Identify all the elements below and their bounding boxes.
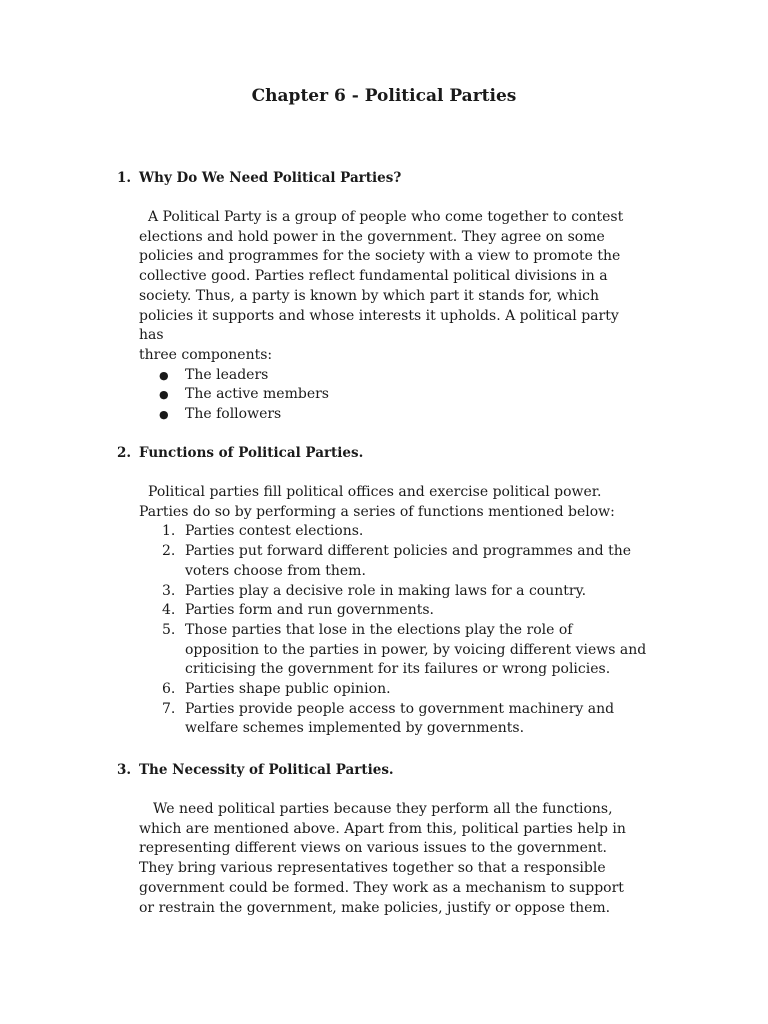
list-item-number: 2.: [162, 543, 176, 560]
list-item: [162, 621, 677, 680]
functions-list: [139, 522, 677, 739]
list-item-line: Parties form and run governments.: [185, 602, 434, 619]
page-title: Chapter 6 - Political Parties: [251, 86, 517, 106]
list-item-number: 5.: [162, 621, 176, 638]
list-item: [159, 405, 677, 425]
list-item-text: [185, 542, 677, 581]
section-number: 2.: [117, 445, 132, 461]
list-item: [162, 542, 677, 581]
paragraph: [139, 208, 677, 366]
list-item-text: The active members: [185, 386, 329, 403]
bullet-icon: ●: [159, 368, 169, 382]
bullet-icon: ●: [159, 388, 169, 402]
paragraph-line: government could be formed. They work as a mechanism to support: [139, 879, 624, 896]
list-item-line: criticising the government for its failures or wrong policies.: [185, 661, 611, 678]
list-item-text: [185, 522, 677, 542]
section-necessity: [117, 760, 677, 918]
list-item-text: [185, 582, 677, 602]
list-item-number: 7.: [162, 700, 176, 717]
list-item-text: [185, 680, 677, 700]
section-title: Why Do We Need Political Parties?: [139, 170, 402, 186]
section-heading: [117, 760, 677, 780]
bullet-icon: ●: [159, 408, 169, 422]
list-item: [159, 385, 677, 405]
paragraph: [139, 800, 677, 918]
paragraph-line: collective good. Parties reflect fundamental political divisions in a: [139, 268, 608, 285]
list-item-number: 1.: [162, 523, 176, 540]
list-item-number: 4.: [162, 602, 176, 619]
section-title: Functions of Political Parties.: [139, 445, 364, 461]
section-why-parties: [117, 168, 677, 425]
section-heading: [117, 443, 677, 463]
list-item-number: 3.: [162, 582, 176, 599]
paragraph-line: policies it supports and whose interests it upholds. A political party: [139, 307, 619, 324]
paragraph-line: A Political Party is a group of people who come together to contest: [148, 209, 624, 225]
list-item: [162, 582, 677, 602]
section-number: 1.: [117, 170, 132, 186]
list-item-number: 6.: [162, 681, 176, 698]
list-item-text: [185, 601, 677, 621]
list-item: [159, 366, 677, 386]
list-item: [162, 601, 677, 621]
section-body: [139, 208, 677, 425]
components-list: [139, 366, 677, 425]
list-item-line: welfare schemes implemented by governments.: [185, 720, 525, 737]
list-item-text: [185, 700, 677, 739]
paragraph-line: has: [139, 327, 164, 344]
list-item-line: Parties shape public opinion.: [185, 681, 391, 698]
list-item: [162, 522, 677, 542]
list-item: [162, 680, 677, 700]
paragraph-line: Political parties fill political offices and exercise political power.: [148, 484, 602, 500]
list-item-line: opposition to the parties in power, by voicing different views and: [185, 641, 647, 658]
section-functions: [117, 443, 677, 739]
list-item-line: Parties play a decisive role in making laws for a country.: [185, 582, 587, 599]
list-item-line: Parties provide people access to government machinery and: [185, 700, 615, 717]
list-item: [162, 700, 677, 739]
paragraph-line: We need political parties because they perform all the functions,: [153, 801, 613, 817]
list-item-text: The followers: [185, 406, 282, 423]
paragraph-line: They bring various representatives together so that a responsible: [139, 860, 606, 877]
paragraph-line: three components:: [139, 346, 273, 363]
paragraph-line: elections and hold power in the government. They agree on some: [139, 228, 605, 245]
paragraph-line: representing different views on various issues to the government.: [139, 840, 607, 857]
list-item-line: Those parties that lose in the elections play the role of: [185, 621, 573, 638]
paragraph-line: or restrain the government, make policies, justify or oppose them.: [139, 899, 611, 916]
section-body: [139, 483, 677, 739]
paragraph-line: which are mentioned above. Apart from this, political parties help in: [139, 820, 626, 837]
section-title: The Necessity of Political Parties.: [139, 762, 394, 778]
list-item-text: [185, 621, 677, 680]
paragraph-line: Parties do so by performing a series of functions mentioned below:: [139, 503, 615, 520]
section-number: 3.: [117, 762, 132, 778]
section-heading: [117, 168, 677, 188]
section-body: [139, 800, 677, 918]
list-item-line: voters choose from them.: [185, 562, 366, 579]
paragraph-line: society. Thus, a party is known by which part it stands for, which: [139, 287, 600, 304]
paragraph-line: policies and programmes for the society with a view to promote the: [139, 248, 621, 265]
paragraph: [139, 483, 677, 522]
list-item-line: Parties put forward different policies and programmes and the: [185, 543, 632, 560]
list-item-line: Parties contest elections.: [185, 523, 364, 540]
list-item-text: The leaders: [185, 366, 269, 383]
